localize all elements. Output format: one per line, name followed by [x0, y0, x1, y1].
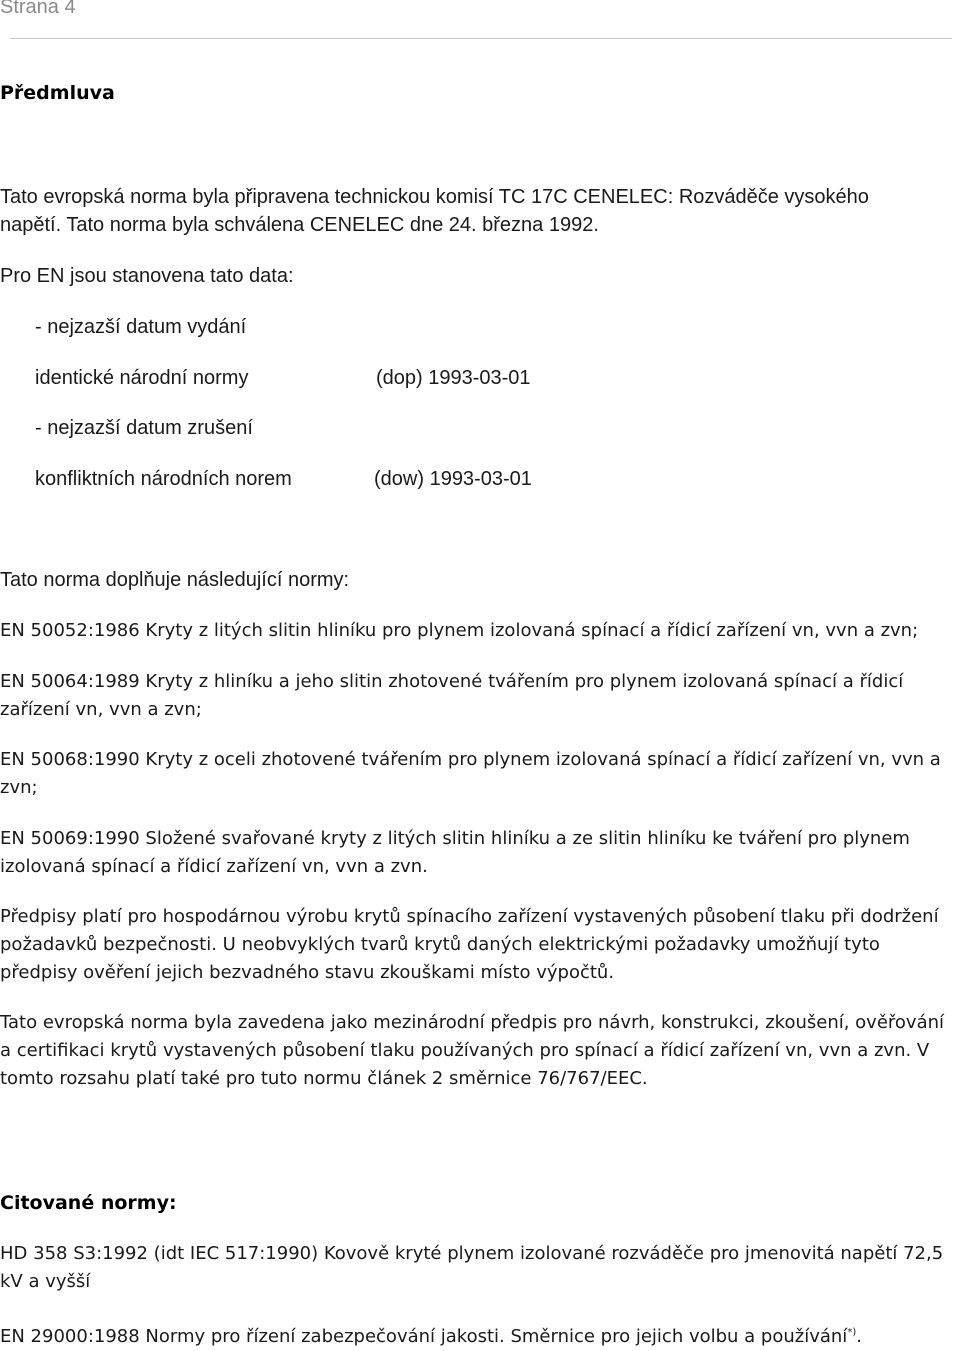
header-divider: [10, 38, 952, 39]
cited-norm-item: [0, 1319, 958, 1351]
date2-value: (dow) 1993-03-01: [374, 468, 532, 490]
cited-norm-end: .: [856, 1326, 862, 1347]
intro-line-2: napětí. Tato norma byla schválena CENELEC dne 24. března 1992.: [0, 214, 599, 236]
cited-norm-text: EN 29000:1988 Normy pro řízení zabezpečování jakosti. Směrnice pro jejich volbu a používání: [0, 1326, 848, 1347]
date1-title: - nejzazší datum vydání: [35, 316, 247, 338]
norm-item: EN 50068:1990 Kryty z oceli zhotovené tvářením pro plynem izolovaná spínací a řídicí zařízení vn, vvn a zvn;: [0, 749, 941, 798]
intro-line-1: Tato evropská norma byla připravena technickou komisí TC 17C CENELEC: Rozváděče vysokého: [0, 186, 869, 208]
date2-title: - nejzazší datum zrušení: [35, 417, 253, 439]
cited-norms-heading: Citované normy:: [0, 1192, 177, 1214]
date1-label: identické národní normy: [35, 367, 249, 389]
footnote-marker: *): [847, 1327, 857, 1338]
date1-value: (dop) 1993-03-01: [376, 367, 531, 389]
supplements-intro: Tato norma doplňuje následující normy:: [0, 569, 350, 591]
norm-item: EN 50064:1989 Kryty z hliníku a jeho slitin zhotovené tvářením pro plynem izolovaná spínací a řídicí zařízení vn, vvn a zvn;: [0, 671, 904, 720]
cited-norm-item: HD 358 S3:1992 (idt IEC 517:1990) Kovově kryté plynem izolované rozváděče pro jmenovitá napětí 72,5 kV a vyšší: [0, 1243, 944, 1292]
norm-item: EN 50052:1986 Kryty z litých slitin hliníku pro plynem izolovaná spínací a řídicí zařízení vn, vvn a zvn;: [0, 620, 919, 641]
scope-paragraph: Tato evropská norma byla zavedena jako mezinárodní předpis pro návrh, konstrukci, zkoušení, ověřování a certifikaci krytů vystavených působení tlaku používaných pro spínací a řídicí zařízení vn, vvn a zvn. V tomto rozsahu platí také pro tuto normu článek 2 směrnice 76/767/EEC.: [0, 1012, 945, 1089]
foreword-heading: Předmluva: [0, 82, 115, 104]
date2-label: konfliktních národních norem: [35, 468, 292, 490]
norm-item: EN 50069:1990 Složené svařované kryty z litých slitin hliníku a ze slitin hliníku ke tváření pro plynem izolovaná spínací a řídicí zařízení vn, vvn a zvn.: [0, 828, 910, 877]
rules-paragraph: Předpisy platí pro hospodárnou výrobu krytů spínacího zařízení vystavených působení tlaku při dodržení požadavků bezpečnosti. U neobvyklých tvarů krytů daných elektrickými požadavky umožňují tyto předpisy ověření jejich bezvadného stavu zkouškami místo výpočtů.: [0, 906, 939, 983]
dates-intro: Pro EN jsou stanovena tato data:: [0, 265, 294, 287]
page-number-label: Strana 4: [0, 0, 76, 18]
